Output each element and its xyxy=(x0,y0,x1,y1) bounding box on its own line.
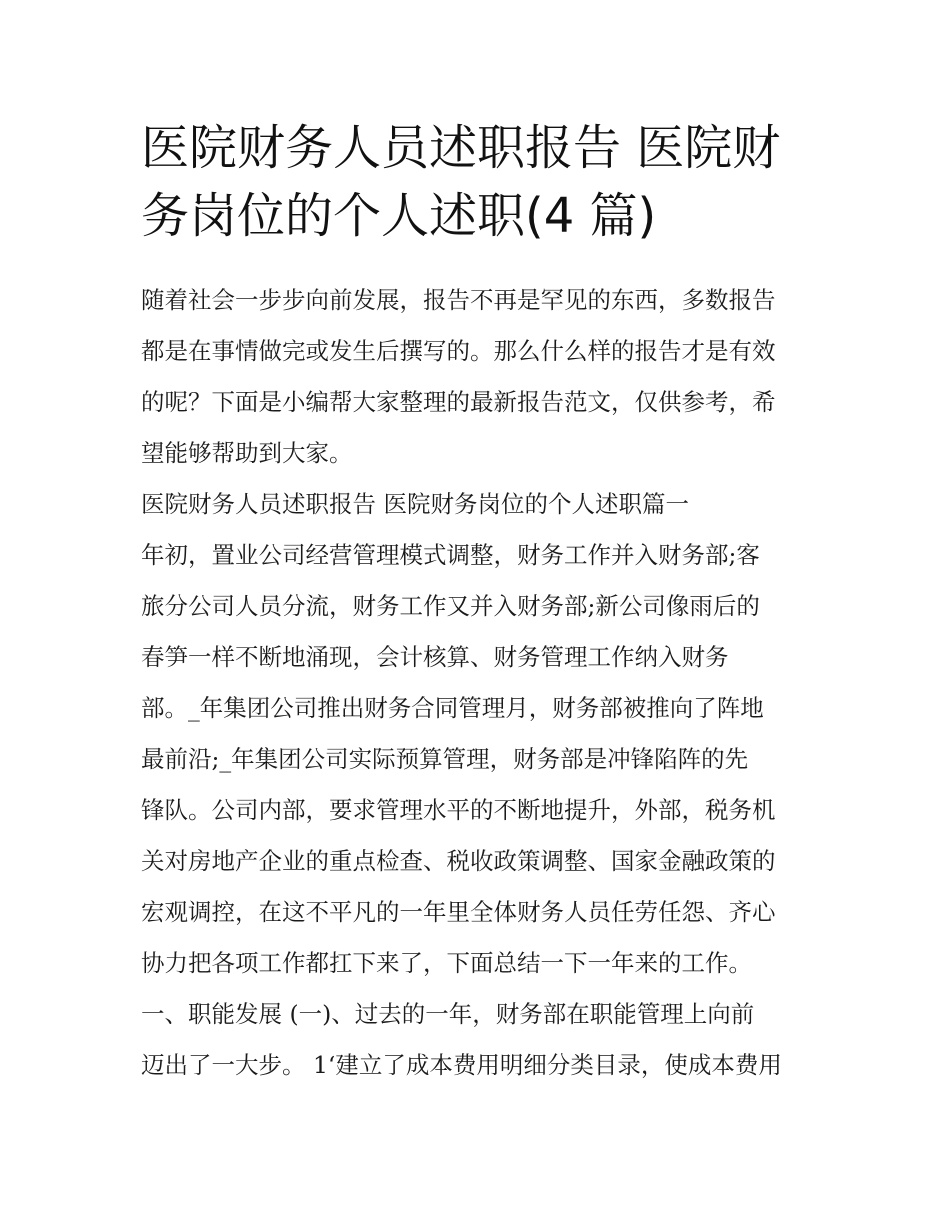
title-line: 务岗位的个人述职(4 篇) xyxy=(141,188,657,244)
section-heading: 医院财务人员述职报告 医院财务岗位的个人述职篇一 xyxy=(141,490,689,518)
body-text-line: 春笋一样不断地涌现，会计核算、财务管理工作纳入财务 xyxy=(141,643,729,671)
body-text-line: 协力把各项工作都扛下来了，下面总结一下一年来的工作。 xyxy=(141,949,752,977)
body-text-line: 部。_年集团公司推出财务合同管理月，财务部被推向了阵地 xyxy=(141,694,764,722)
body-text-line: 关对房地产企业的重点检查、税收政策调整、国家金融政策的 xyxy=(141,847,776,875)
body-text-line: 最前沿;_年集团公司实际预算管理，财务部是冲锋陷阵的先 xyxy=(141,745,749,773)
body-text-line: 望能够帮助到大家。 xyxy=(141,439,353,467)
body-text-line: 年初，置业公司经营管理模式调整，财务工作并入财务部;客 xyxy=(141,541,760,569)
body-text-line: 宏观调控，在这不平凡的一年里全体财务人员任劳任怨、齐心 xyxy=(141,898,776,926)
body-text-line: 旅分公司人员分流，财务工作又并入财务部;新公司像雨后的 xyxy=(141,592,760,620)
body-text-line: 随着社会一步步向前发展，报告不再是罕见的东西，多数报告 xyxy=(141,286,776,314)
document-title xyxy=(141,114,821,250)
body-text-line: 一、职能发展 (一)、过去的一年，财务部在职能管理上向前 xyxy=(141,1000,755,1028)
body-text-line: 都是在事情做完或发生后撰写的。那么什么样的报告才是有效 xyxy=(141,337,776,365)
body-text-line: 的呢？下面是小编帮大家整理的最新报告范文，仅供参考，希 xyxy=(141,388,776,416)
body-text-line: 迈出了一大步。 1‘建立了成本费用明细分类目录，使成本费用 xyxy=(141,1051,782,1079)
title-line: 医院财务人员述职报告 医院财 xyxy=(141,120,781,176)
body-text-line: 锋队。公司内部，要求管理水平的不断地提升，外部，税务机 xyxy=(141,796,776,824)
